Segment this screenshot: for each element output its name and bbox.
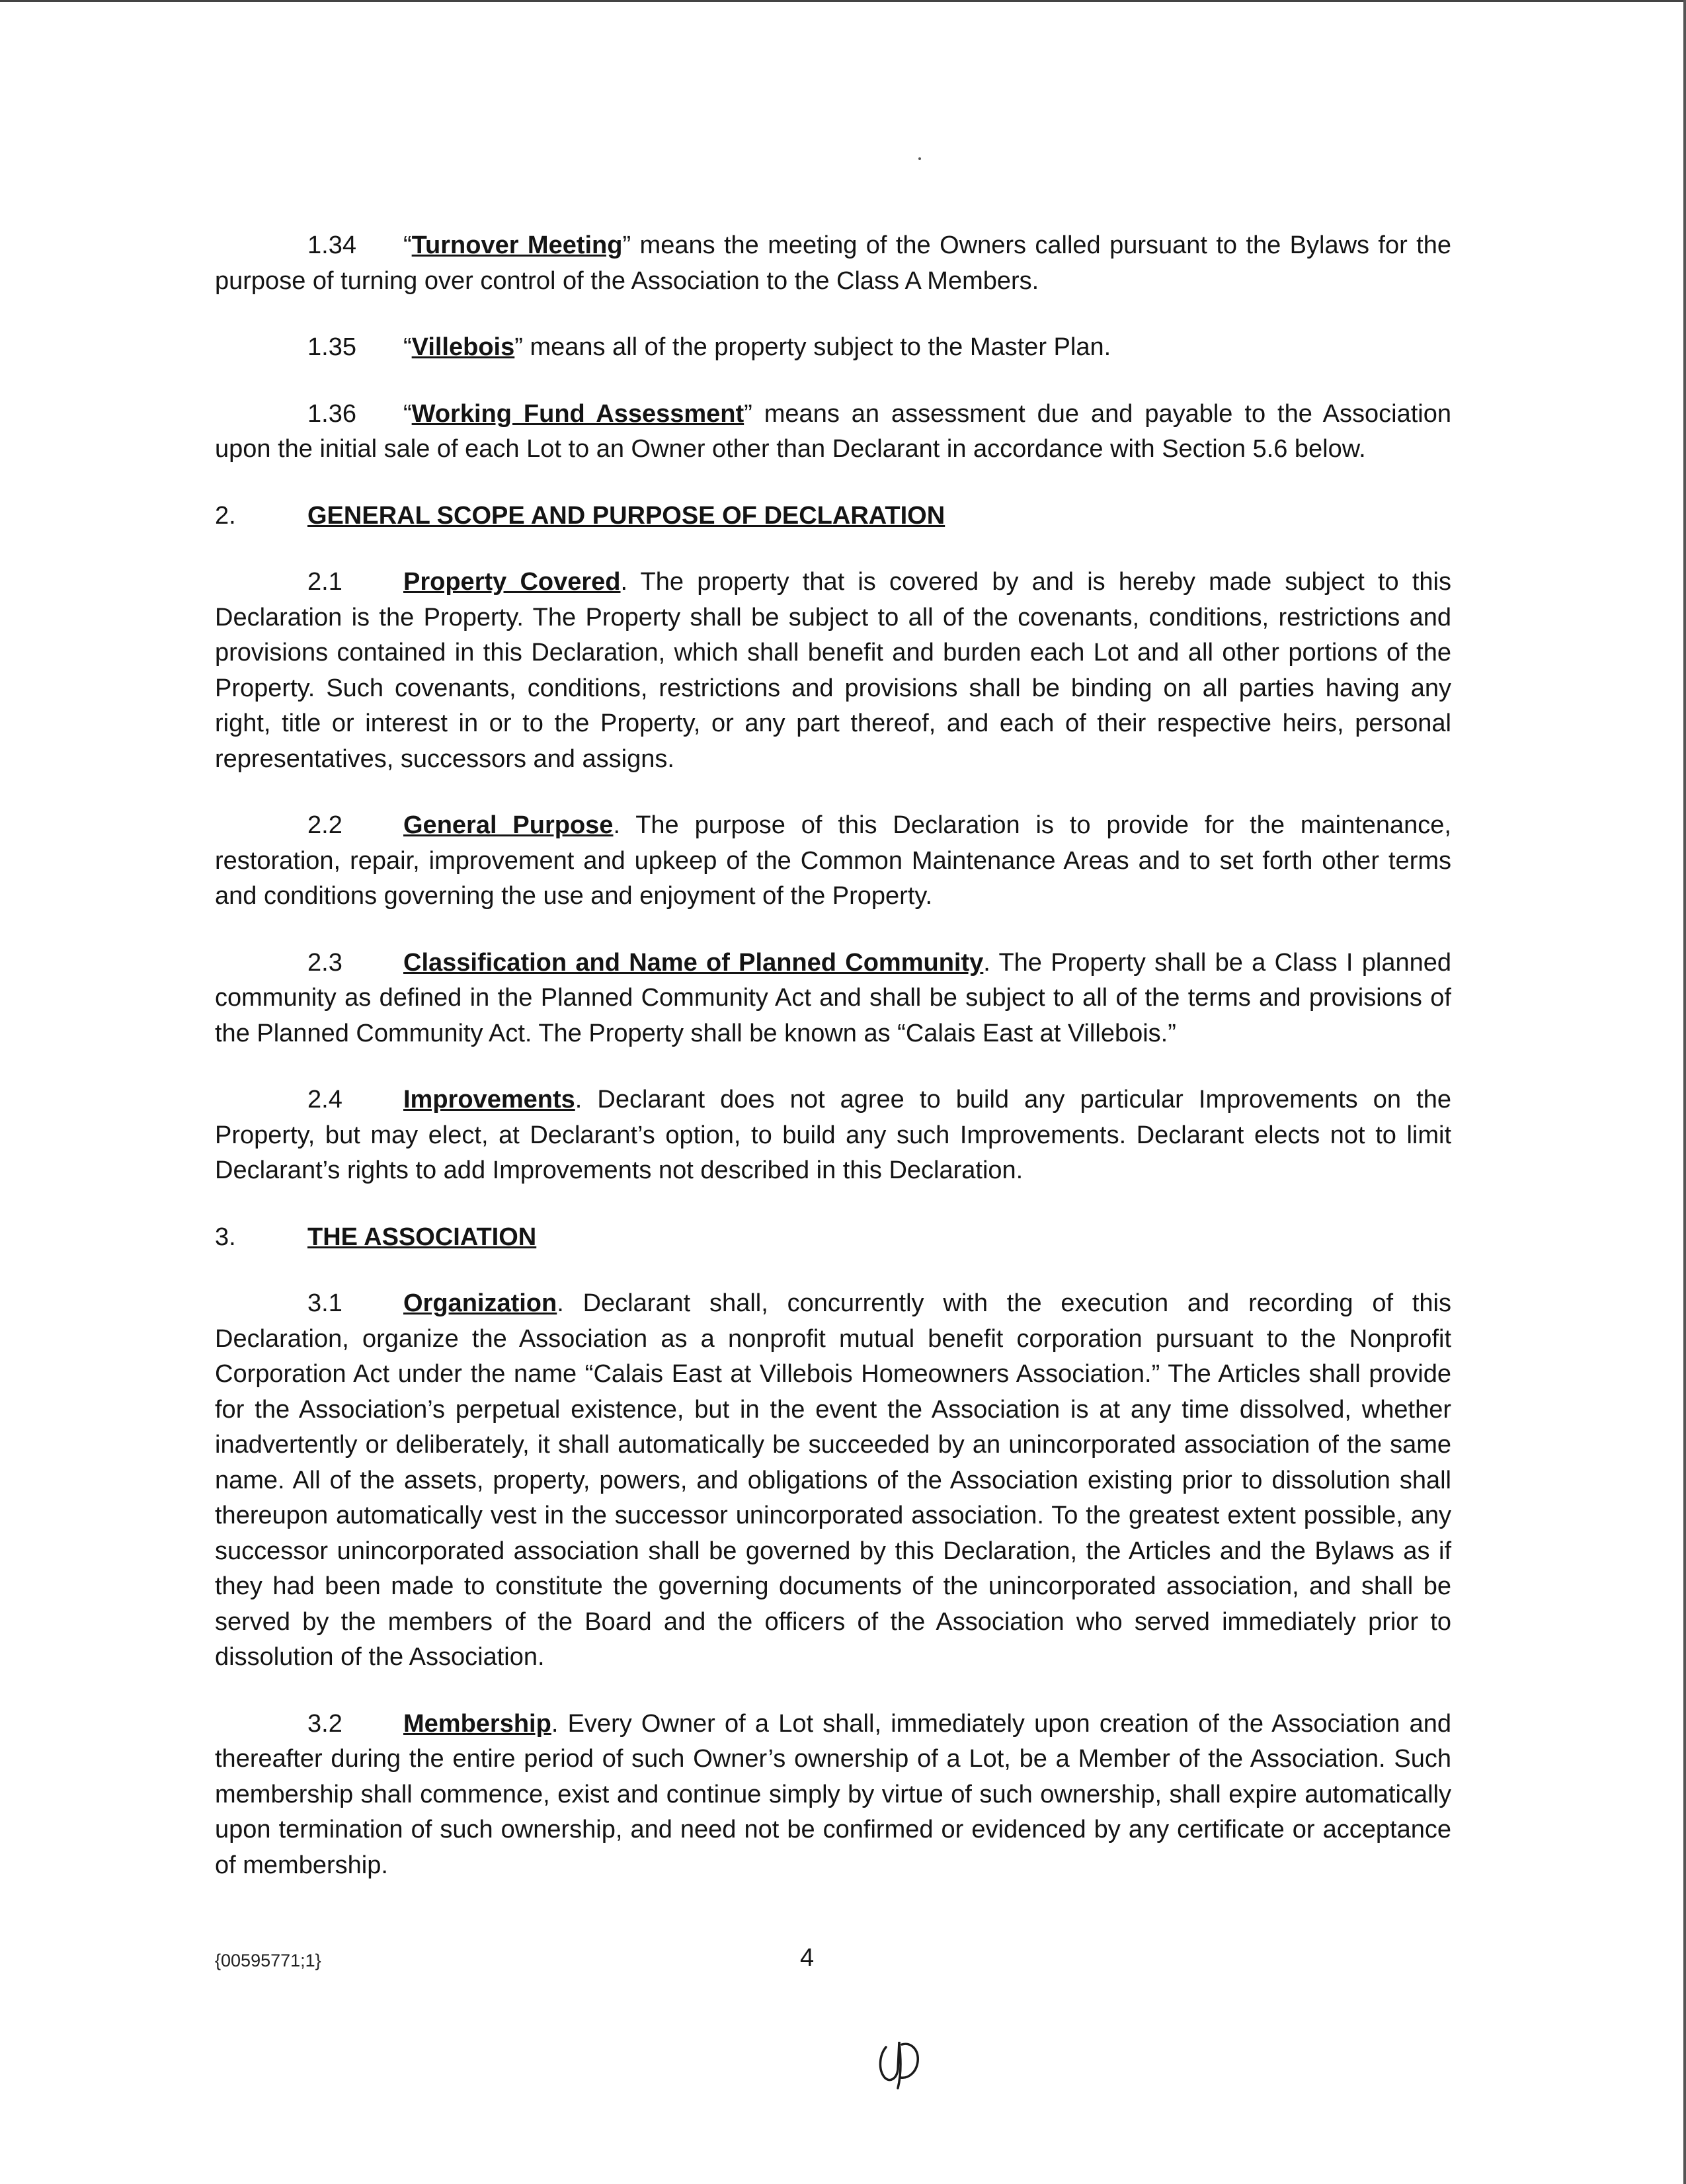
open-quote: “ <box>403 231 412 259</box>
close-quote: ” <box>622 231 631 259</box>
paragraph-number: 3.1 <box>307 1289 342 1317</box>
close-quote: ” <box>744 399 752 428</box>
paragraph-2-3 <box>215 946 1451 1052</box>
section-2-heading <box>215 499 1451 534</box>
scan-edge-top <box>0 0 1686 2</box>
paragraph-text: . The Property shall be a Class I planned community as defined in the Planned Community Act and shall be subject to all of the terms and provisions of the Planned Community Act. The Property shall be known as “Calais East at Villebois.” <box>215 948 1451 1047</box>
defined-term: Improvements <box>403 1086 575 1113</box>
paragraph-number: 1.34 <box>307 231 356 259</box>
paragraph-text: means the meeting of the Owners called pursuant to the Bylaws for the purpose of turning over control of the Association to the Class A Members. <box>215 231 1451 295</box>
page-number: 4 <box>800 1944 815 1972</box>
paragraph-number: 2.3 <box>307 948 342 977</box>
paragraph-text: means an assessment due and payable to the Association upon the initial sale of each Lot to an Owner other than Declarant in accordance with Section 5.6 below. <box>215 399 1452 463</box>
paragraph-number: 2.1 <box>307 568 342 596</box>
paragraph-text: means all of the property subject to the Master Plan. <box>522 333 1111 361</box>
scan-edge-right <box>1683 0 1686 2184</box>
paragraph-3-2 <box>215 1707 1451 1884</box>
paragraph-number: 1.36 <box>307 399 356 428</box>
defined-term: Working Fund Assessment <box>411 399 744 428</box>
paragraph-2-2 <box>215 808 1451 914</box>
defined-term: Turnover Meeting <box>411 231 623 259</box>
section-title: GENERAL SCOPE AND PURPOSE OF DECLARATION <box>307 501 945 530</box>
paragraph-number: 1.35 <box>307 333 356 361</box>
paragraph-2-4 <box>215 1082 1451 1189</box>
close-quote: ” <box>514 333 523 361</box>
section-number: 2. <box>215 501 236 530</box>
paragraph-1-35 <box>215 330 1451 366</box>
open-quote: “ <box>403 333 412 361</box>
defined-term: Classification and Name of Planned Community <box>403 948 984 977</box>
paragraph-1-36 <box>215 397 1451 467</box>
paragraph-text: . Every Owner of a Lot shall, immediately upon creation of the Association and thereafter during the entire period of such Owner’s ownership of a Lot, be a Member of the Association. Such membership shall commence, exist and continue simply by virtue of such ownership, shall expire automatically upon termination of such ownership, and need not be confirmed or evidenced by any certificate or acceptance of membership. <box>215 1709 1451 1879</box>
paragraph-text: . Declarant shall, concurrently with the execution and recording of this Declaration, organize the Association as a nonprofit mutual benefit corporation pursuant to the Nonprofit Corporation Act under the name “Calais East at Villebois Homeowners Association.” The Articles shall provide for the Association’s perpetual existence, but in the event the Association is at any time dissolved, whether inadvertently or deliberately, it shall automatically be succeeded by an unincorporated association of the same name. All of the assets, property, powers, and obligations of the Association existing prior to dissolution shall thereupon automatically vest in the successor unincorporated association. To the greatest extent possible, any successor unincorporated association shall be governed by this Declaration, the Articles and the Bylaws as if they had been made to constitute the governing documents of the unincorporated association, and shall be served by the members of the Board and the officers of the Association who served immediately prior to dissolution of the Association. <box>215 1289 1451 1671</box>
paragraph-text: . The purpose of this Declaration is to provide for the maintenance, restoration, repair, improvement and upkeep of the Common Maintenance Areas and to set forth other terms and conditions governing the use and enjoyment of the Property. <box>215 811 1451 910</box>
scan-speck <box>918 157 921 160</box>
section-title: THE ASSOCIATION <box>307 1223 537 1251</box>
document-body <box>215 228 1451 1914</box>
defined-term: Organization <box>403 1289 557 1317</box>
open-quote: “ <box>403 399 412 428</box>
paragraph-text: . The property that is covered by and is hereby made subject to this Declaration is the Property. The Property shall be subject to all of the covenants, conditions, restrictions and provisions contained in this Declaration, which shall benefit and burden each Lot and all other portions of the Property. Such covenants, conditions, restrictions and provisions shall be binding on all parties having any right, title or interest in or to the Property, or any part thereof, and each of their respective heirs, personal representatives, successors and assigns. <box>215 568 1451 773</box>
handwritten-initials <box>871 2029 931 2101</box>
defined-term: General Purpose <box>403 811 614 839</box>
paragraph-2-1 <box>215 565 1451 777</box>
paragraph-1-34 <box>215 228 1451 299</box>
paragraph-3-1 <box>215 1286 1451 1676</box>
paragraph-number: 2.2 <box>307 811 342 839</box>
paragraph-text: . Declarant does not agree to build any particular Improvements on the Property, but may elect, at Declarant’s option, to build any such Improvements. Declarant elects not to limit Declarant’s rights to add Improvements not described in this Declaration. <box>215 1086 1451 1184</box>
defined-term: Property Covered <box>403 568 621 596</box>
document-id: {00595771;1} <box>215 1951 321 1970</box>
paragraph-number: 3.2 <box>307 1709 342 1738</box>
defined-term: Membership <box>403 1709 551 1738</box>
section-number: 3. <box>215 1223 236 1251</box>
paragraph-number: 2.4 <box>307 1086 342 1113</box>
section-3-heading <box>215 1220 1451 1256</box>
defined-term: Villebois <box>411 333 515 361</box>
